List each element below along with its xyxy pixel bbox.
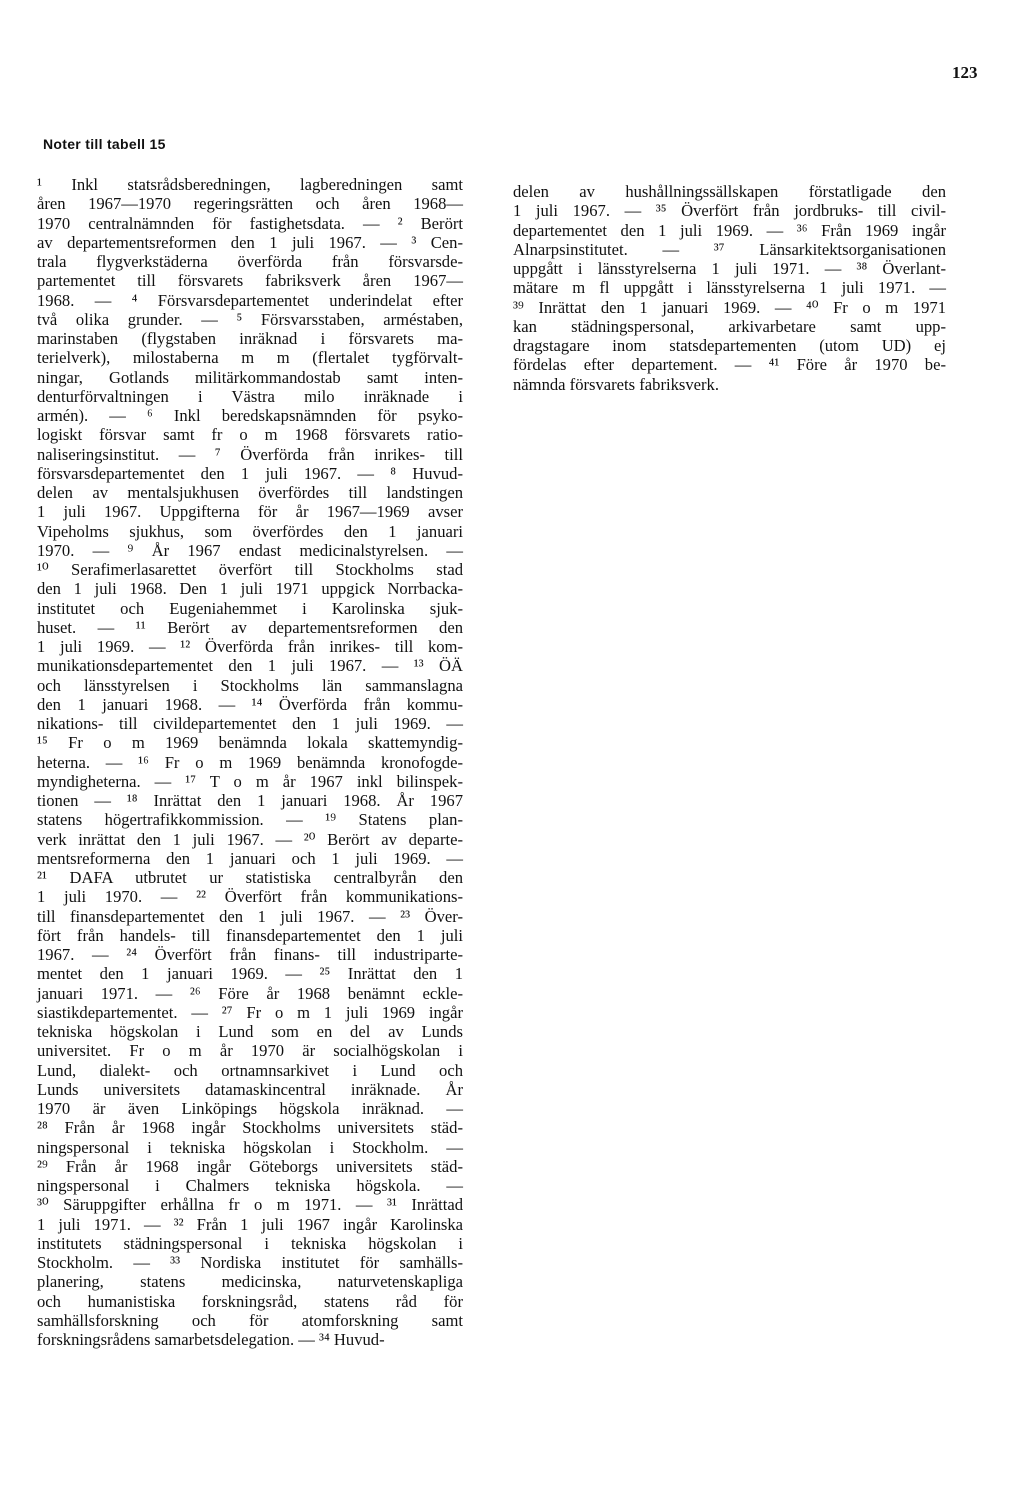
footnote-line: fördelas efter departement. — ⁴¹ Före år 1970 be- [513,355,946,375]
footnote-line: delen av hushållningssällskapen förstatligade den [513,182,946,201]
footnote-line: 1970. — ⁹ År 1967 endast medicinalstyrelsen. — [37,540,463,560]
footnote-line: ningar, Gotlands militärkommandostab samt inten- [37,367,463,387]
footnotes-right-column [513,182,946,394]
footnote-line: Stockholm. — ³³ Nordiska institutet för samhälls- [37,1253,463,1272]
footnote-line: Lunds universitets datamaskincentral inräknade. År [37,1079,463,1099]
footnote-line: 1 juli 1971. — ³² Från 1 juli 1967 ingår Karolinska [37,1214,463,1234]
footnote-line: partementet till försvarets fabriksverk åren 1967— [37,271,463,291]
footnote-line: 1 juli 1969. — ¹² Överförda från inrikes- till kom- [37,637,463,656]
footnote-line: ¹⁵ Fr o m 1969 benämnda lokala skattemyndig- [37,733,463,753]
footnote-line: trala flygverkstäderna överförda från försvarsde- [37,252,463,271]
footnote-line: 1 juli 1970. — ²² Överfört från kommunikations- [37,887,463,907]
footnote-line: mätare m fl uppgått i länsstyrelserna 1 juli 1971. — [513,278,946,298]
footnote-line: 1968. — ⁴ Försvarsdepartementet underindelat efter [37,290,463,310]
footnote-line: 1970 är även Linköpings högskola inräknad. — [37,1099,463,1118]
footnote-line: marinstaben (flygstaben inräknad i försvarets ma- [37,329,463,348]
footnote-line: institutets städningspersonal i tekniska högskolan i [37,1233,463,1253]
footnote-line: 1970 centralnämnden för fastighetsdata. — ² Berört [37,213,463,233]
footnote-line: universitet. Fr o m år 1970 är socialhögskolan i [37,1041,463,1061]
footnote-line: den 1 januari 1968. — ¹⁴ Överförda från kommu- [37,694,463,714]
page-number: 123 [952,63,978,82]
footnote-line: dragstagare inom statsdepartementen (utom UD) ej [513,336,946,355]
footnote-line: försvarsdepartementet den 1 juli 1967. — ⁸ Huvud- [37,463,463,483]
footnote-line: tionen — ¹⁸ Inrättat den 1 januari 1968. År 1967 [37,791,463,810]
footnote-line: fört från handels- till finansdepartementet den 1 juli [37,925,463,945]
footnote-line: planering, statens medicinska, naturvetenskapliga [37,1272,463,1292]
footnote-line: ²⁸ Från år 1968 ingår Stockholms universitets städ- [37,1118,463,1138]
footnote-line: terielverk), milostaberna m m (flertalet tygförvalt- [37,348,463,368]
footnote-line: ningspersonal i Chalmers tekniska högskola. — [37,1176,463,1195]
footnote-line: Lund, dialekt- och ortnamnsarkivet i Lund och [37,1060,463,1080]
footnote-line: statens högertrafikkommission. — ¹⁹ Statens plan- [37,810,463,830]
footnote-line: av departementsreformen den 1 juli 1967. — ³ Cen- [37,232,463,252]
footnote-line: delen av mentalsjukhusen överfördes till landstingen [37,483,463,502]
footnote-line: 1 juli 1967. Uppgifterna för år 1967—1969 avser [37,502,463,522]
footnote-line: januari 1971. — ²⁶ Före år 1968 benämnt eckle- [37,983,463,1003]
footnote-line: armén). — ⁶ Inkl beredskapsnämnden för psyko- [37,406,463,425]
footnote-line: 1 juli 1967. — ³⁵ Överfört från jordbruks- till civil- [513,201,946,221]
footnote-line: åren 1967—1970 regeringsrätten och åren 1968— [37,194,463,214]
footnote-line: nikations- till civildepartementet den 1 juli 1969. — [37,714,463,733]
footnote-line: departementet den 1 juli 1969. — ³⁶ Från 1969 ingår [513,220,946,240]
footnote-line: tekniska högskolan i Lund som en del av Lunds [37,1022,463,1041]
footnote-line: mentet den 1 januari 1969. — ²⁵ Inrättat den 1 [37,964,463,984]
footnote-line: nämnda försvarets fabriksverk. [513,374,719,394]
footnote-line: den 1 juli 1968. Den 1 juli 1971 uppgick Norrbacka- [37,579,463,599]
footnote-line: två olika grunder. — ⁵ Försvarsstaben, arméstaben, [37,309,463,329]
footnote-line: huset. — ¹¹ Berört av departementsreformen den [37,617,463,637]
footnote-line: och humanistiska forskningsråd, statens råd för [37,1291,463,1311]
footnote-line: ¹ Inkl statsrådsberedningen, lagberedningen samt [37,175,463,194]
footnote-line: och länsstyrelsen i Stockholms län sammanslagna [37,675,463,695]
footnote-line: till finansdepartementet den 1 juli 1967. — ²³ Över- [37,906,463,926]
footnote-line: ³⁰ Säruppgifter erhållna fr o m 1971. — ³¹ Inrättad [37,1195,463,1215]
footnote-line: naliseringsinstitut. — ⁷ Överförda från inrikes- till [37,444,463,464]
footnote-line: heterna. — ¹⁶ Fr o m 1969 benämnda kronofogde- [37,752,463,772]
footnote-line: denturförvaltningen i Västra milo inräknade i [37,386,463,406]
footnote-line: ³⁹ Inrättat den 1 januari 1969. — ⁴⁰ Fr o m 1971 [513,297,946,317]
footnote-line: mentsreformerna den 1 januari och 1 juli 1969. — [37,848,463,868]
footnote-line: verk inrättat den 1 juli 1967. — ²⁰ Berört av departe- [37,829,463,849]
footnote-line: ²¹ DAFA utbrutet ur statistiska centralbyrån den [37,868,463,887]
footnote-line: kan städningspersonal, arkivarbetare samt upp- [513,316,946,336]
footnote-line: myndigheterna. — ¹⁷ T o m år 1967 inkl bilinspek- [37,771,463,791]
footnote-line: uppgått i länsstyrelserna 1 juli 1971. — ³⁸ Överlant- [513,259,946,278]
footnote-line: siastikdepartementet. — ²⁷ Fr o m 1 juli 1969 ingår [37,1002,463,1022]
footnote-line: munikationsdepartementet den 1 juli 1967. — ¹³ ÖÄ [37,656,463,676]
footnote-line: institutet och Eugeniahemmet i Karolinska sjuk- [37,598,463,618]
footnote-line: 1967. — ²⁴ Överfört från finans- till industriparte- [37,945,463,964]
footnote-line: logiskt försvar samt fr o m 1968 försvarets ratio- [37,425,463,445]
section-heading: Noter till tabell 15 [43,136,166,152]
footnote-line: ningspersonal i tekniska högskolan i Stockholm. — [37,1137,463,1157]
footnote-line: ¹⁰ Serafimerlasarettet överfört till Stockholms stad [37,560,463,579]
footnote-line: ²⁹ Från år 1968 ingår Göteborgs universitets städ- [37,1156,463,1176]
footnote-line: samhällsforskning och för atomforskning samt [37,1310,463,1330]
footnote-line: forskningsrådens samarbetsdelegation. — ³⁴ Huvud- [37,1330,385,1349]
footnote-line: Alnarpsinstitutet. — ³⁷ Länsarkitektsorganisationen [513,239,946,259]
footnote-line: Vipeholms sjukhus, som överfördes den 1 januari [37,521,463,541]
footnotes-left-column [37,175,463,1349]
